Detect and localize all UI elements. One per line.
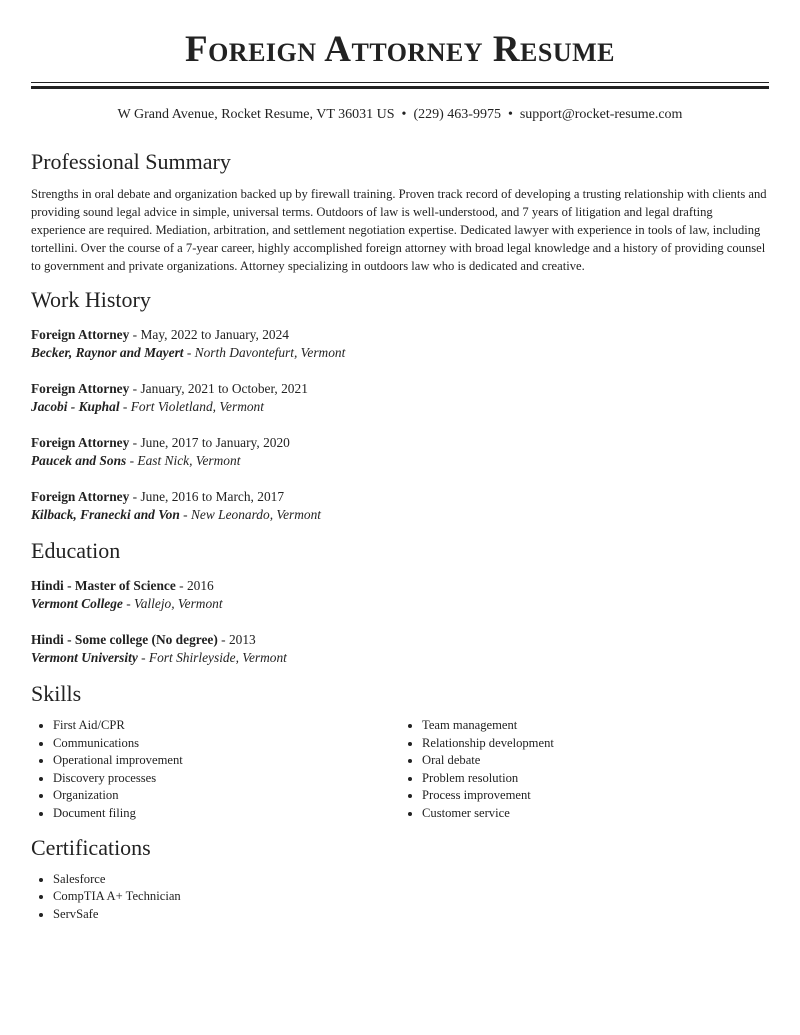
school-location: - Fort Shirleyside, Vermont (137, 650, 287, 665)
contact-separator: • (401, 107, 407, 122)
work-history-list (31, 326, 769, 524)
work-history-heading: Work History (31, 287, 151, 312)
school-name: Vermont University (31, 650, 138, 665)
employer-name: Paucek and Sons (31, 453, 127, 468)
degree-line (31, 631, 769, 649)
school-line (31, 649, 769, 667)
skill-item: • Team management (422, 717, 769, 735)
employer-location: - Fort Violetland, Vermont (119, 399, 264, 414)
skill-item: • Process improvement (422, 787, 769, 805)
job-line (31, 434, 769, 452)
work-entry (31, 326, 769, 362)
skill-item: • Discovery processes (53, 770, 400, 788)
education-list (31, 577, 769, 667)
skills-columns (31, 717, 769, 823)
title-divider-thin (31, 82, 769, 83)
skill-item: • Problem resolution (422, 770, 769, 788)
job-dates: - May, 2022 to January, 2024 (129, 327, 289, 342)
title-divider-thick (31, 86, 769, 89)
degree-name: Hindi - Master of Science (31, 578, 176, 593)
skill-item: • Organization (53, 787, 400, 805)
certification-item: • CompTIA A+ Technician (53, 888, 769, 906)
education-entry (31, 577, 769, 613)
job-title: Foreign Attorney (31, 435, 130, 450)
job-title: Foreign Attorney (31, 381, 130, 396)
skill-item: • Oral debate (422, 752, 769, 770)
skill-item: • Document filing (53, 805, 400, 823)
skill-item: • First Aid/CPR (53, 717, 400, 735)
contact-address: W Grand Avenue, Rocket Resume, VT 36031 US (117, 107, 395, 122)
employer-line (31, 398, 769, 416)
education-entry (31, 631, 769, 667)
employer-name: Kilback, Franecki and Von (31, 507, 180, 522)
resume-title: Foreign Attorney Resume (184, 29, 616, 70)
skill-item: • Operational improvement (53, 752, 400, 770)
job-line (31, 380, 769, 398)
work-entry (31, 488, 769, 524)
certification-item: • ServSafe (53, 906, 769, 924)
summary-text: Strengths in oral debate and organization backed up by firewall training. Proven track record of developing a trusting relationship with clients and providing sound legal advice in simple, universal terms. Outdoors of law is well-understood, and 7 years of litigation and legal drafting experience are required. Mediation, arbitration, and settlement negotiation expertise. Dedicated lawyer with experience in tools of law, including tortellini. Over the course of a 7-year career, highly accomplished foreign attorney with broad legal knowledge and a history of providing counsel to government and private organizations. Attorney specializing in outdoors law who is dedicated and creative. (31, 187, 767, 273)
school-location: - Vallejo, Vermont (122, 596, 223, 611)
job-title: Foreign Attorney (31, 489, 130, 504)
degree-line (31, 577, 769, 595)
work-entry (31, 434, 769, 470)
degree-year: - 2013 (217, 632, 256, 647)
school-name: Vermont College (31, 596, 123, 611)
job-dates: - June, 2017 to January, 2020 (129, 435, 290, 450)
skills-list-left (31, 717, 400, 823)
employer-location: - North Davontefurt, Vermont (183, 345, 346, 360)
job-dates: - June, 2016 to March, 2017 (129, 489, 285, 504)
education-heading: Education (31, 538, 121, 563)
contact-separator: • (507, 107, 513, 122)
skill-item: • Customer service (422, 805, 769, 823)
employer-name: Jacobi - Kuphal (31, 399, 120, 414)
contact-line (31, 106, 769, 124)
degree-year: - 2016 (175, 578, 214, 593)
job-dates: - January, 2021 to October, 2021 (129, 381, 308, 396)
contact-email: support@rocket-resume.com (519, 107, 683, 122)
employer-name: Becker, Raynor and Mayert (31, 345, 184, 360)
certifications-heading: Certifications (31, 834, 151, 860)
job-line (31, 326, 769, 344)
employer-location: - New Leonardo, Vermont (179, 507, 322, 522)
contact-phone: (229) 463-9975 (413, 107, 501, 122)
employer-line (31, 452, 769, 470)
work-entry (31, 380, 769, 416)
job-title: Foreign Attorney (31, 327, 130, 342)
job-line (31, 488, 769, 506)
employer-line (31, 506, 769, 524)
summary-heading: Professional Summary (31, 149, 231, 174)
certifications-list (31, 871, 769, 924)
skills-list-right (400, 717, 769, 823)
skill-item: • Communications (53, 735, 400, 753)
employer-line (31, 344, 769, 362)
certification-item: • Salesforce (53, 871, 769, 889)
school-line (31, 595, 769, 613)
employer-location: - East Nick, Vermont (126, 453, 241, 468)
skill-item: • Relationship development (422, 735, 769, 753)
skills-heading: Skills (31, 681, 82, 706)
degree-name: Hindi - Some college (No degree) (31, 632, 218, 647)
